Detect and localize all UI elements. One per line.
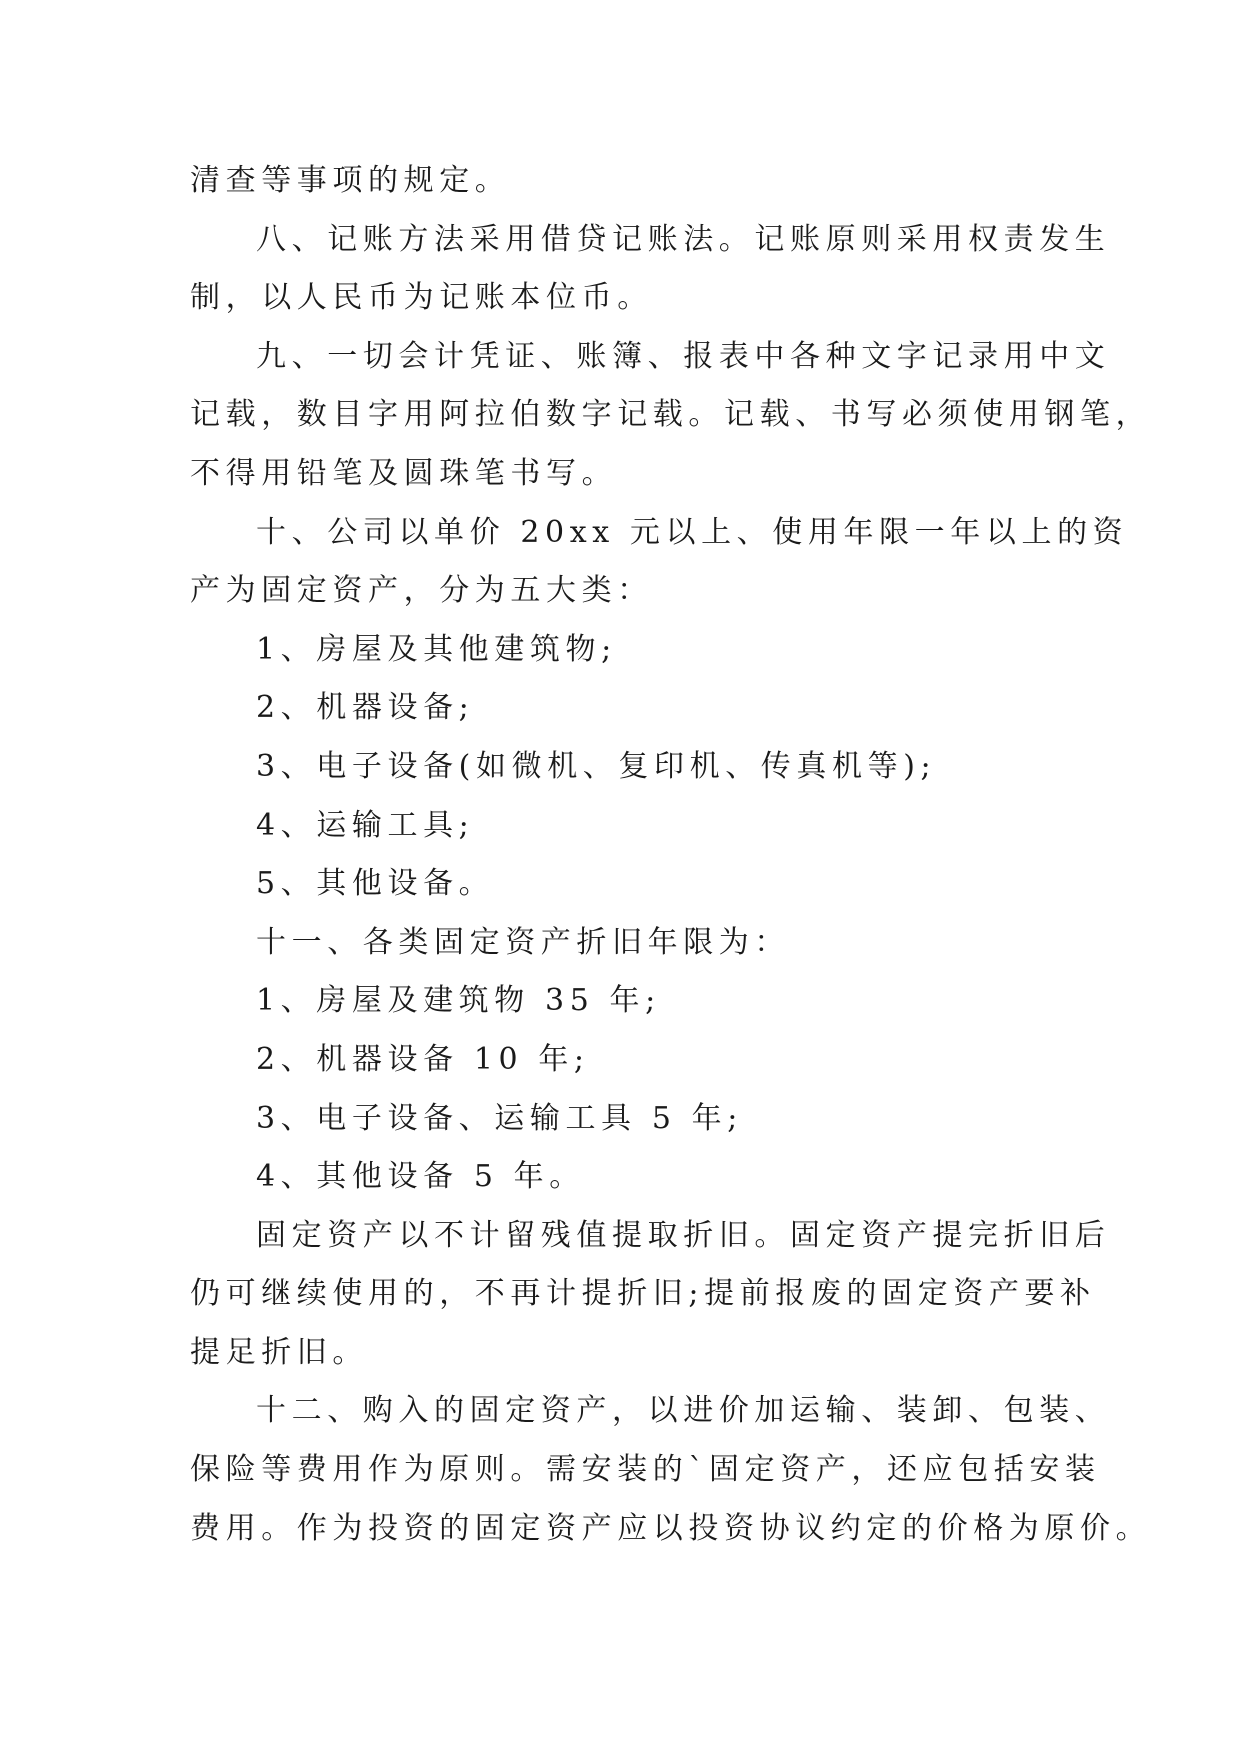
list-item: 1、房屋及建筑物 35 年; — [256, 983, 661, 1019]
text-line: 不得用铅笔及圆珠笔书写。 — [190, 455, 618, 491]
text-line: 十一、各类固定资产折旧年限为： — [256, 924, 790, 960]
text-line: 仍可继续使用的，不再计提折旧;提前报废的固定资产要补 — [190, 1276, 1096, 1312]
list-item: 4、运输工具; — [256, 807, 475, 843]
text-line: 记载，数目字用阿拉伯数字记载。记载、书写必须使用钢笔， — [190, 397, 1152, 433]
list-item: 2、机器设备 10 年; — [256, 1041, 590, 1077]
text-line: 十二、购入的固定资产，以进价加运输、装卸、包装、 — [256, 1393, 1111, 1429]
text-line: 固定资产以不计留残值提取折旧。固定资产提完折旧后 — [256, 1217, 1111, 1253]
document-body — [190, 152, 1152, 1558]
text-line: 八、记账方法采用借贷记账法。记账原则采用权责发生 — [256, 221, 1111, 257]
list-item: 5、其他设备。 — [256, 866, 495, 902]
text-line: 九、一切会计凭证、账簿、报表中各种文字记录用中文 — [256, 338, 1111, 374]
list-item: 3、电子设备、运输工具 5 年; — [256, 1100, 743, 1136]
text-line: 提足折旧。 — [190, 1334, 368, 1370]
text-line: 产为固定资产，分为五大类： — [190, 573, 653, 609]
list-item: 3、电子设备(如微机、复印机、传真机等); — [256, 748, 937, 784]
list-item: 4、其他设备 5 年。 — [256, 1159, 585, 1195]
text-line: 保险等费用作为原则。需安装的`固定资产，还应包括安装 — [190, 1452, 1101, 1488]
list-item: 2、机器设备; — [256, 690, 475, 726]
text-line: 制，以人民币为记账本位币。 — [190, 280, 653, 316]
list-item: 1、房屋及其他建筑物; — [256, 631, 617, 667]
text-line: 费用。作为投资的固定资产应以投资协议约定的价格为原价。 — [190, 1510, 1152, 1546]
text-line: 十、公司以单价 20xx 元以上、使用年限一年以上的资 — [256, 514, 1129, 550]
text-line: 清查等事项的规定。 — [190, 163, 511, 198]
